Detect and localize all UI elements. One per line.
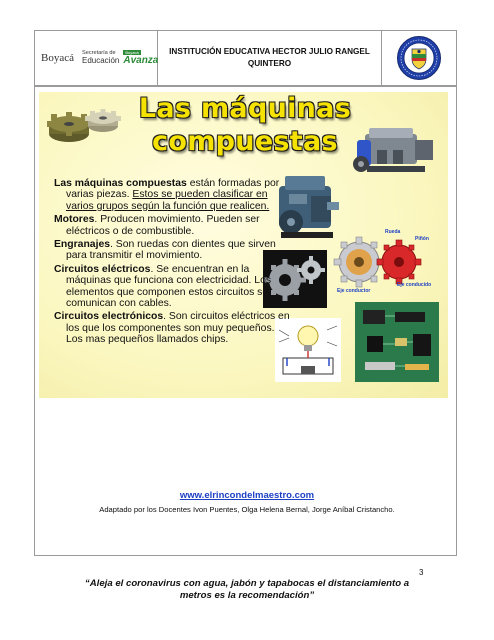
footer-line-2: metros es la recomendación” [179, 590, 315, 601]
source-link[interactable]: www.elrincondelmaestro.com [179, 490, 315, 501]
credit-line: Adaptado por los Docentes Ivon Puentes, Olga Helena Bernal, Jorge Aníbal Cristancho. [99, 505, 395, 514]
boyaca-logo-word: Boyacá [41, 52, 74, 64]
secretaria-name: Educación [81, 56, 120, 65]
header-logos [35, 31, 158, 85]
document-header [34, 30, 457, 86]
paragraph-motores [54, 214, 290, 237]
secretaria-prefix: Secretaría de [81, 50, 116, 56]
slide-image [39, 92, 448, 398]
institution-name [158, 31, 382, 85]
electronic-board-illustration-icon [355, 302, 439, 382]
term-circuitos-electronicos: Circuitos electrónicos [54, 311, 164, 323]
body-circuitos-electricos: . Se encuentran en la máquinas que funciona con electricidad. Los elementos que componen estos circuitos se comunican con cables. [66, 263, 272, 310]
institution-seal-icon [396, 35, 442, 81]
gear-label-pinon: Piñón [415, 236, 429, 242]
avanza-logo [123, 50, 158, 66]
institution-line-1: INSTITUCIÓN EDUCATIVA HECTOR JULIO RANGEL [169, 47, 370, 56]
body-engranajes: . Son ruedas con dientes que sirven para transmitir el movimiento. [66, 239, 276, 262]
term-motores: Motores [54, 214, 95, 226]
paragraph-circuitos-electronicos [54, 311, 290, 345]
institution-line-2: QUINTERO [247, 59, 292, 68]
slide-title [115, 92, 375, 158]
gear-label-eje-conducido: Eje conducido [397, 282, 432, 288]
underlined-maquinas-compuestas: Estos se pueden clasificar en varios grupos según la función que realicen. [66, 189, 270, 212]
secretaria-logo [82, 50, 119, 66]
term-circuitos-electricos: Circuitos eléctricos [54, 263, 151, 275]
paragraph-engranajes [54, 239, 290, 262]
gear-label-eje-conductor: Eje conductor [337, 288, 371, 294]
footer-line-1: “Aleja el coronavirus con agua, jabón y tapabocas el distanciamiento a [84, 578, 410, 589]
body-circuitos-electronicos: . Son circuitos eléctricos en los que los componentes son muy pequeños. Los mas pequeños llamados chips. [66, 311, 290, 346]
paragraph-maquinas-compuestas [54, 178, 290, 212]
paragraph-circuitos-electricos [54, 264, 290, 310]
institution-seal [382, 31, 456, 85]
slide-title-line-2: compuestas [152, 126, 338, 157]
slide-title-line-1: Las máquinas [138, 93, 352, 124]
footer-quote [70, 578, 424, 602]
term-engranajes: Engranajes [54, 239, 111, 251]
term-maquinas-compuestas: Las máquinas compuestas [54, 178, 187, 189]
avanza-top-label: Boyacá [125, 50, 139, 55]
gear-diagram-icon [331, 226, 441, 294]
gears-illustration-icon [47, 96, 125, 152]
gear-label-rueda: Rueda [385, 229, 401, 235]
engine-illustration-icon [347, 126, 439, 176]
body-motores: . Producen movimiento. Pueden ser eléctricos o de combustible. [66, 214, 260, 237]
slide-body-text [54, 178, 290, 348]
body-maquinas-compuestas: están formadas por varias piezas. [66, 178, 280, 201]
page-number: 3 [419, 568, 424, 577]
avanza-word: Avanza [123, 55, 159, 66]
